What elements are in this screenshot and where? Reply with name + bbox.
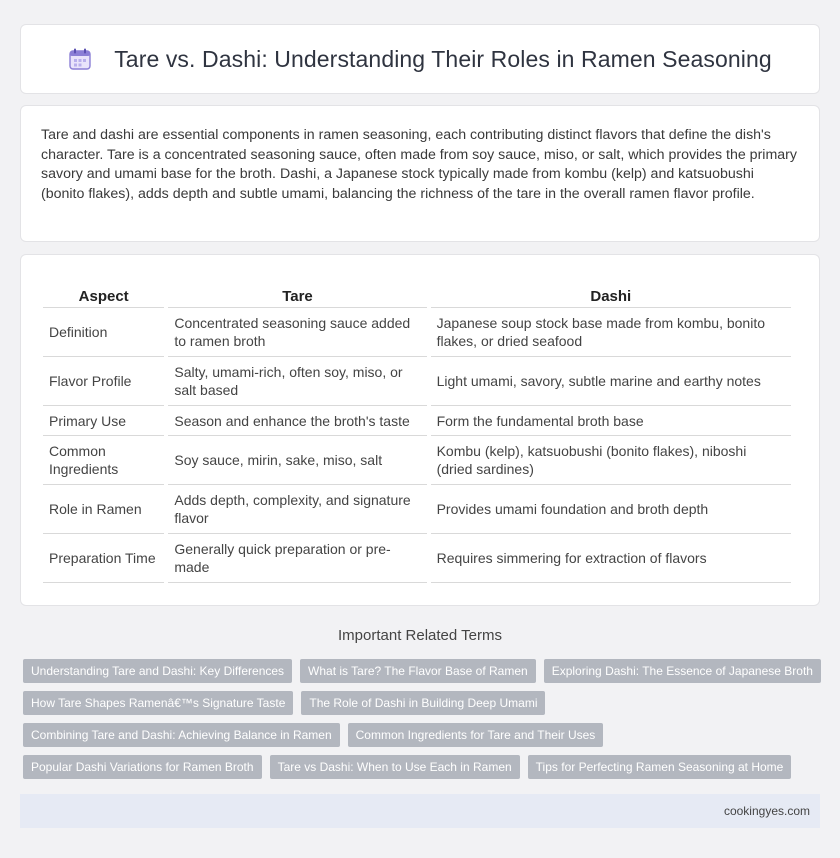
related-term-tag[interactable]: How Tare Shapes Ramenâ€™s Signature Taste: [23, 691, 293, 715]
related-term-tag[interactable]: Tare vs Dashi: When to Use Each in Ramen: [270, 755, 520, 779]
related-term-tag[interactable]: What is Tare? The Flavor Base of Ramen: [300, 659, 536, 683]
footer-site-link[interactable]: cookingyes.com: [723, 804, 810, 818]
page-title: Tare vs. Dashi: Understanding Their Roles in Ramen Seasoning: [114, 45, 772, 72]
comparison-table: [39, 281, 795, 583]
footer: [20, 794, 820, 828]
cell-aspect: Primary Use: [43, 406, 164, 436]
related-term-tag[interactable]: Exploring Dashi: The Essence of Japanese Broth: [544, 659, 821, 683]
header-card: [20, 24, 820, 94]
cell-tare: Salty, umami-rich, often soy, miso, or salt based: [168, 357, 426, 406]
cell-tare: Generally quick preparation or pre-made: [168, 534, 426, 583]
cell-tare: Season and enhance the broth's taste: [168, 406, 426, 436]
cell-dashi: Japanese soup stock base made from kombu, bonito flakes, or dried seafood: [431, 308, 791, 357]
header-aspect: Aspect: [43, 281, 164, 308]
table-header-row: [43, 281, 791, 308]
cell-dashi: Form the fundamental broth base: [431, 406, 791, 436]
cell-dashi: Provides umami foundation and broth depth: [431, 485, 791, 534]
calendar-icon: [68, 47, 92, 71]
cell-tare: Soy sauce, mirin, sake, miso, salt: [168, 436, 426, 485]
comparison-table-card: [20, 254, 820, 606]
related-term-tag[interactable]: Common Ingredients for Tare and Their Uses: [348, 723, 604, 747]
header-dashi: Dashi: [431, 281, 791, 308]
cell-dashi: Light umami, savory, subtle marine and earthy notes: [431, 357, 791, 406]
table-row: [43, 308, 791, 357]
cell-aspect: Flavor Profile: [43, 357, 164, 406]
cell-dashi: Requires simmering for extraction of flavors: [431, 534, 791, 583]
cell-aspect: Common Ingredients: [43, 436, 164, 485]
related-terms-title: Important Related Terms: [338, 627, 502, 644]
related-term-tag[interactable]: Tips for Perfecting Ramen Seasoning at Home: [528, 755, 792, 779]
cell-tare: Concentrated seasoning sauce added to ramen broth: [168, 308, 426, 357]
table-row: [43, 406, 791, 436]
header-tare: Tare: [168, 281, 426, 308]
cell-tare: Adds depth, complexity, and signature flavor: [168, 485, 426, 534]
related-term-tag[interactable]: Popular Dashi Variations for Ramen Broth: [23, 755, 262, 779]
cell-dashi: Kombu (kelp), katsuobushi (bonito flakes), niboshi (dried sardines): [431, 436, 791, 485]
related-terms-list: [23, 659, 823, 787]
table-row: [43, 436, 791, 485]
intro-card: [20, 105, 820, 242]
table-row: [43, 357, 791, 406]
related-term-tag[interactable]: The Role of Dashi in Building Deep Umami: [301, 691, 545, 715]
table-row: [43, 485, 791, 534]
table-row: [43, 534, 791, 583]
related-term-tag[interactable]: Understanding Tare and Dashi: Key Differences: [23, 659, 292, 683]
cell-aspect: Definition: [43, 308, 164, 357]
cell-aspect: Role in Ramen: [43, 485, 164, 534]
intro-paragraph: Tare and dashi are essential components in ramen seasoning, each contributing distinct flavors that define the dish's character. Tare is a concentrated seasoning sauce, often made from soy sauce, miso, or salt, which provides the primary savory and umami base for the broth. Dashi, a Japanese stock typically made from kombu (kelp) and katsuobushi (bonito flakes), adds depth and subtle umami, balancing the richness of the tare in the overall ramen flavor profile.: [41, 127, 797, 202]
related-term-tag[interactable]: Combining Tare and Dashi: Achieving Balance in Ramen: [23, 723, 340, 747]
cell-aspect: Preparation Time: [43, 534, 164, 583]
